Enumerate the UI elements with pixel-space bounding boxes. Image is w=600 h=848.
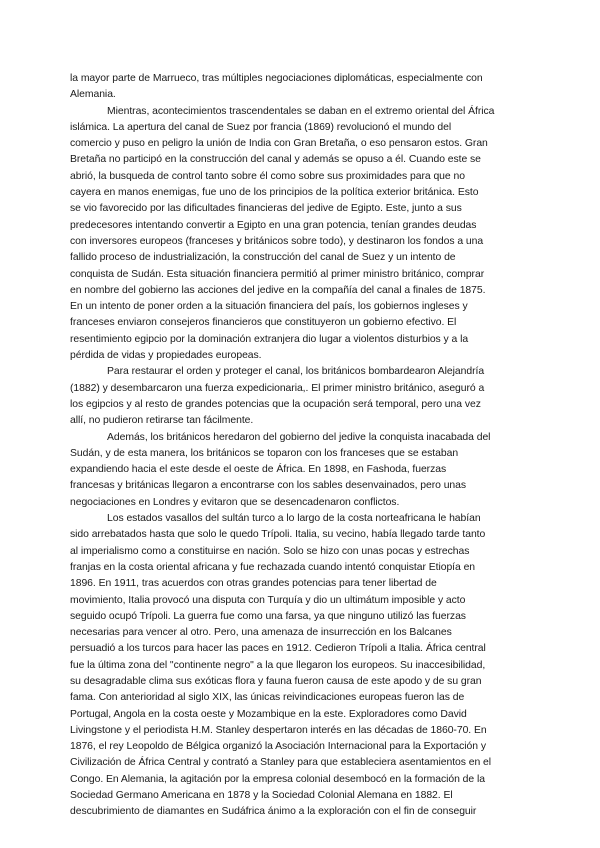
text-line: su desagradable clima sus exóticas flora y fauna fueron causa de este apodo y de su gran	[70, 675, 482, 687]
text-line: franceses enviaron consejeros financieros que constituyeron un gobierno efectivo. El	[70, 317, 457, 329]
text-line: movimiento, Italia provocó una disputa con Turquía y dio un ultimátum imposible y acto	[70, 594, 466, 606]
text-line: la mayor parte de Marrueco, tras múltiples negociaciones diplomáticas, especialmente con	[70, 73, 483, 84]
text-line: en nombre del gobierno las acciones del jedive en la compañía del canal a finales de 1875.	[70, 284, 486, 296]
text-line: fallido proceso de industrialización, la construcción del canal de Suez y un intento de	[70, 252, 456, 264]
text-line: expandiendo hacia el este desde el oeste de África. En 1898, en Fashoda, fuerzas	[70, 464, 447, 476]
text-line: francesas y británicas llegaron a encontrarse con los sables desenvainados, pero unas	[70, 480, 467, 492]
text-line: En un intento de poner orden a la situación financiera del país, los gobiernos ingleses y	[70, 301, 468, 313]
text-line: con inversores europeos (franceses y británicos sobre todo), y destinaron los fondos a una	[70, 235, 484, 247]
text-line: Civilización de África Central y contrató a Stanley para que estableciera asentamientos en el	[70, 757, 492, 769]
text-line: Bretaña no participó en la construcción del canal y además se opuso a él. Cuando este se	[70, 154, 481, 166]
text-line: Sociedad Germano Americana en 1878 y la Sociedad Colonial Alemana en 1882. El	[70, 790, 453, 802]
text-line	[70, 821, 518, 837]
text-line: conquista de Sudán. Esta situación financiera permitió al primer ministro británico, comprar	[70, 268, 485, 280]
text-line: Alemania.	[70, 89, 116, 101]
text-line: resentimiento egipcio por la dominación extranjera dio lugar a violentos disturbios y a la	[70, 333, 469, 345]
text-line: Congo. En Alemania, la agitación por la empresa colonial desembocó en la formación de la	[70, 773, 485, 785]
paragraph-start-line: Los estados vasallos del sultán turco a lo largo de la costa norteafricana le habían	[107, 513, 481, 525]
text-line: Portugal, Angola en la costa oeste y Mozambique en la este. Exploradores como David	[70, 708, 467, 720]
text-line: al imperialismo como a constituirse en nación. Solo se hizo con unas pocas y estrechas	[70, 545, 470, 557]
text-line: franjas en la costa oriental africana y fue rechazada cuando intentó conquistar Etiopía en	[70, 561, 476, 573]
text-line: negociaciones en Londres y evitaron que se desencadenaron conflictos.	[70, 496, 400, 508]
text-line: Livingstone y el periodista H.M. Stanley despertaron interés en las décadas de 1860-70. En	[70, 724, 487, 736]
text-line: 1896. En 1911, tras acuerdos con otras grandes potencias para tener libertad de	[70, 578, 437, 590]
text-line: se vio favorecido por las dificultades financieras del jedive de Egipto. Este, junto a sus	[70, 203, 462, 215]
paragraph-start-line: Para restaurar el orden y proteger el canal, los británicos bombardearon Alejandría	[107, 366, 485, 378]
text-line: seguido ocupó Trípoli. La guerra fue como una farsa, ya que ninguno utilizó las fuerzas	[70, 610, 466, 622]
text-line: islámica. La apertura del canal de Suez por francia (1869) revolucionó el mundo del	[70, 121, 452, 133]
text-line: Sudán, y de esta manera, los británicos se toparon con los franceses que se estaban	[70, 447, 459, 459]
text-line: cayera en manos enemigas, fue uno de los principios de la política exterior británica. Esto	[70, 187, 479, 199]
text-line: persuadió a los turcos para hacer las paces en 1912. Cedieron Trípoli a Italia. África central	[70, 643, 486, 655]
paragraph-start-line: Además, los británicos heredaron del gobierno del jedive la conquista inacabada del	[107, 431, 491, 443]
text-line: 1876, el rey Leopoldo de Bélgica organizó la Asociación Internacional para la Exportación y	[70, 741, 486, 753]
text-line: (1882) y desembarcaron una fuerza expedicionaria,. El primer ministro británico, aseguró a	[70, 382, 485, 394]
text-line: allí, no pudieron retirarse tan fácilmente.	[70, 415, 254, 427]
document-body	[70, 71, 518, 837]
text-line: comercio y puso en peligro la unión de India con Gran Bretaña, o eso pensaron estos. Gran	[70, 138, 488, 150]
text-line: predecesores intentando convertir a Egipto en una gran potencia, tenían grandes deudas	[70, 219, 477, 231]
text-line: sido arrebatados hasta que solo le quedo Trípoli. Italia, su vecino, había llegado tarde tanto	[70, 529, 486, 541]
paragraph-start-line: Mientras, acontecimientos trascendentales se daban en el extremo oriental del África	[107, 105, 495, 117]
text-line: necesarias para vencer al otro. Pero, una amenaza de insurrección en los Balcanes	[70, 627, 452, 639]
text-line: descubrimiento de diamantes en Sudáfrica ánimo a la exploración con el fin de conseguir	[70, 806, 477, 818]
text-line: fue la última zona del "continente negro" a la que llegaron los europeos. Su inaccesibilidad,	[70, 659, 486, 671]
text-line: abrió, la busqueda de control tanto sobre él como sobre sus proximidades para que no	[70, 170, 465, 182]
text-line: pérdida de vidas y propiedades europeas.	[70, 350, 262, 362]
text-line: los egipcios y al resto de grandes potencias que la ocupación será temporal, pero una vez	[70, 398, 481, 410]
text-line: fama. Con anterioridad al siglo XIX, las únicas reivindicaciones europeas fueron las de	[70, 692, 465, 704]
